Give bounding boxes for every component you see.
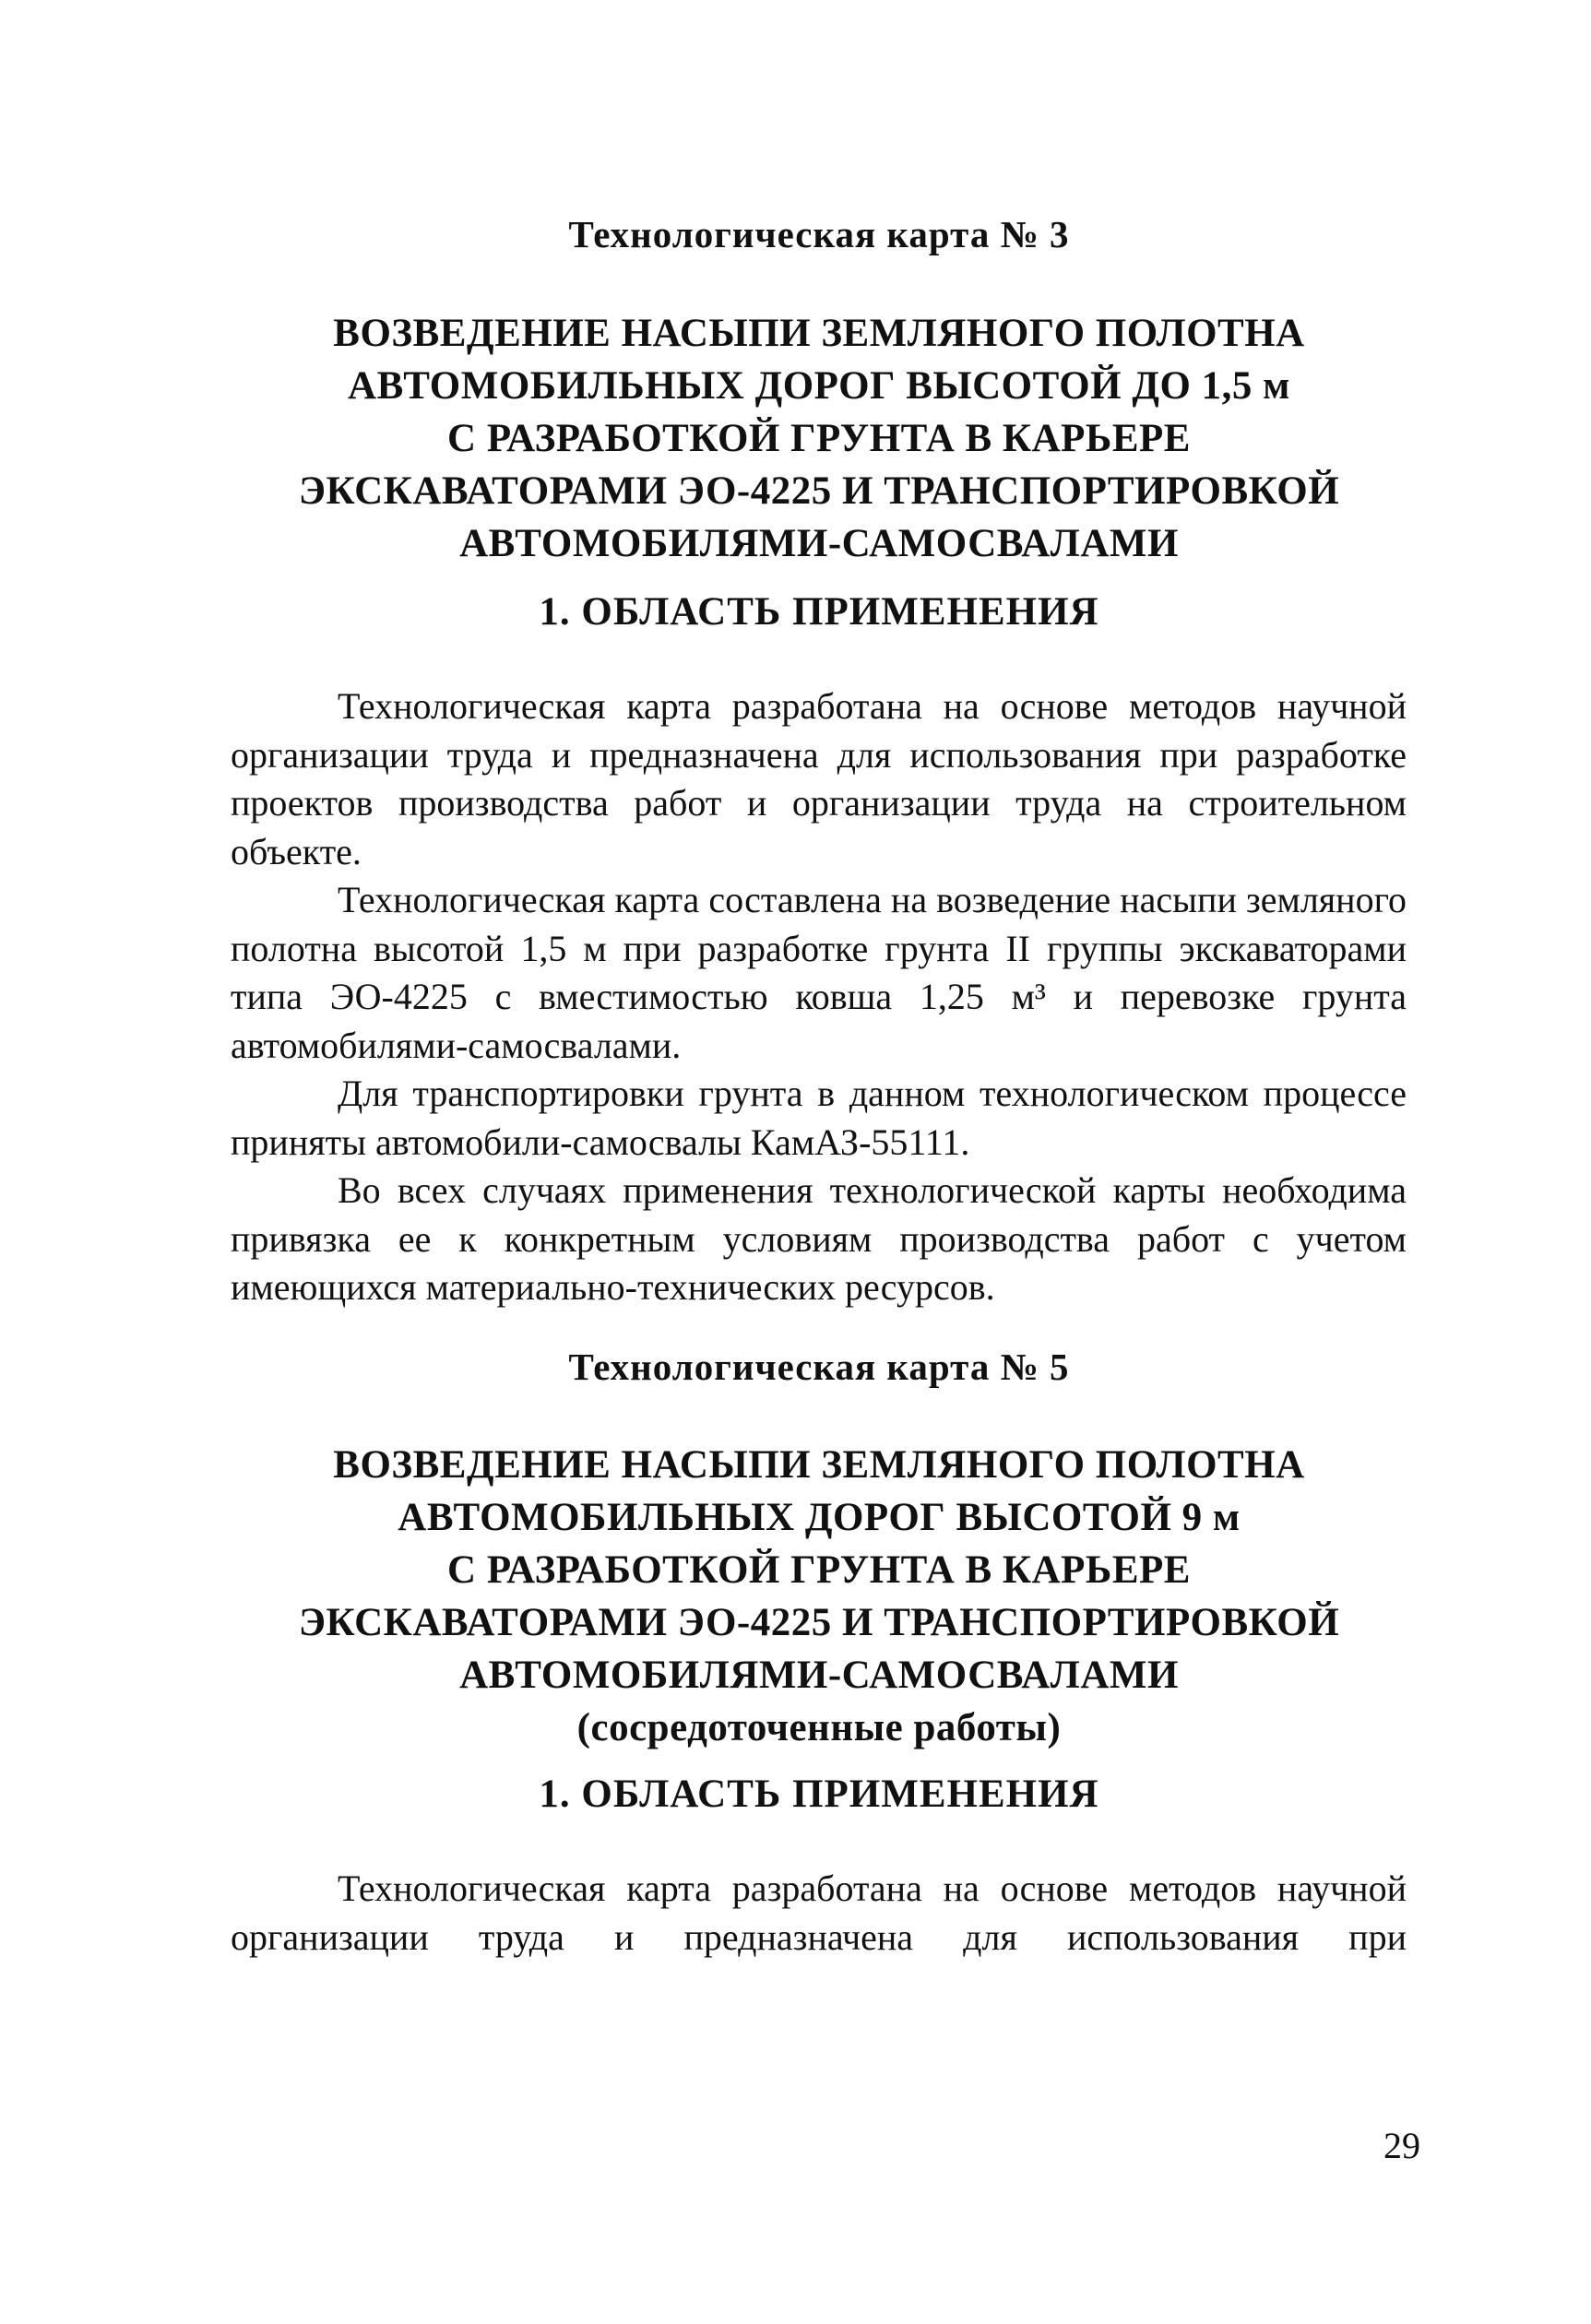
- card-3-heading-line: ВОЗВЕДЕНИЕ НАСЫПИ ЗЕМЛЯНОГО ПОЛОТНА: [333, 312, 1305, 355]
- paragraph: Технологическая карта составлена на возведение насыпи земляного полотна высотой 1,5 м при разработке грунта II группы экскаваторами типа ЭО-4225 с вместимостью ковша 1,25 м³ и перевозке грунта автомобилями-самосвалами.: [231, 879, 1407, 1066]
- paragraph: Для транспортировки грунта в данном технологическом процессе приняты автомобили-самосвалы КамАЗ-55111.: [231, 1073, 1407, 1163]
- card-3-body: [231, 682, 1407, 1312]
- card-5-heading-note: (сосредоточенные работы): [576, 1706, 1062, 1749]
- paragraph: Во всех случаях применения технологической карты необходима привязка ее к конкретным условиям производства работ с учетом имеющихся материально-технических ресурсов.: [231, 1169, 1407, 1308]
- card-3-title: Технологическая карта № 3: [568, 213, 1070, 255]
- card-3-heading: [229, 307, 1409, 570]
- card-3-heading-line: АВТОМОБИЛЬНЫХ ДОРОГ ВЫСОТОЙ ДО 1,5 м: [348, 364, 1290, 408]
- card-5-heading-line: ВОЗВЕДЕНИЕ НАСЫПИ ЗЕМЛЯНОГО ПОЛОТНА: [333, 1443, 1305, 1487]
- card-3-heading-line: АВТОМОБИЛЯМИ-САМОСВАЛАМИ: [459, 522, 1179, 565]
- paragraph: Технологическая карта разработана на основе методов научной организации труда и предназначена для использования при: [231, 1868, 1407, 1958]
- card-3-section-title: 1. ОБЛАСТЬ ПРИМЕНЕНИЯ: [539, 590, 1099, 634]
- card-5-title: Технологическая карта № 5: [568, 1346, 1070, 1388]
- paragraph: Технологическая карта разработана на основе методов научной организации труда и предназначена для использования при разработке проектов производства работ и организации труда на строительном объекте.: [231, 685, 1407, 872]
- card-5-heading: [229, 1439, 1409, 1754]
- card-3-heading-line: С РАЗРАБОТКОЙ ГРУНТА В КАРЬЕРЕ: [447, 417, 1191, 460]
- card-5-heading-line: АВТОМОБИЛЬНЫХ ДОРОГ ВЫСОТОЙ 9 м: [398, 1496, 1241, 1539]
- card-5-heading-line: ЭКСКАВАТОРАМИ ЭО-4225 И ТРАНСПОРТИРОВКОЙ: [298, 1601, 1340, 1644]
- page-number: 29: [1383, 2125, 1420, 2166]
- card-5-section-title: 1. ОБЛАСТЬ ПРИМЕНЕНИЯ: [539, 1773, 1099, 1816]
- card-5-heading-line: АВТОМОБИЛЯМИ-САМОСВАЛАМИ: [459, 1654, 1179, 1697]
- card-5-body: [231, 1865, 1407, 1962]
- card-5-heading-line: С РАЗРАБОТКОЙ ГРУНТА В КАРЬЕРЕ: [447, 1548, 1191, 1592]
- card-3-heading-line: ЭКСКАВАТОРАМИ ЭО-4225 И ТРАНСПОРТИРОВКОЙ: [298, 469, 1340, 513]
